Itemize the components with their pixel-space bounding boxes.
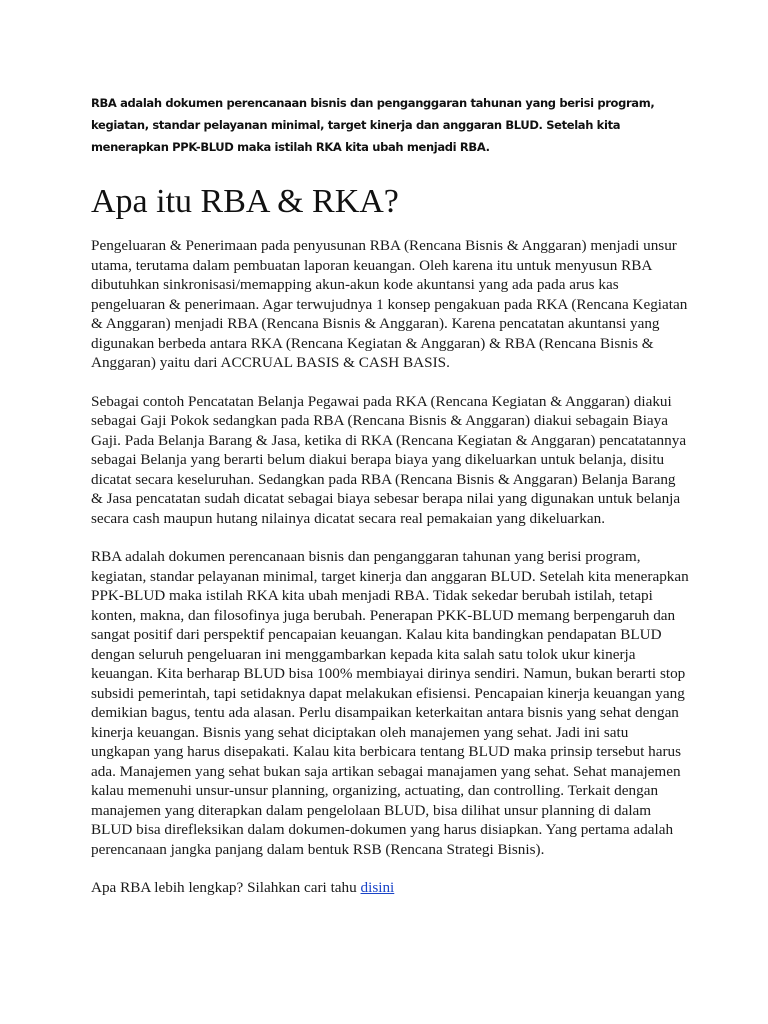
closing-line <box>91 878 691 898</box>
body-paragraph-1: Pengeluaran & Penerimaan pada penyusunan RBA (Rencana Bisnis & Anggaran) menjadi unsur utama, terutama dalam pembuatan laporan keuangan. Oleh karena itu untuk menyusun RBA dibutuhkan sinkronisasi/memapping akun-akun kode akuntansi yang ada pada arus kas pengeluaran & penerimaan. Agar terwujudnya 1 konsep pengakuan pada RKA (Rencana Kegiatan & Anggaran) menjadi RBA (Rencana Bisnis & Anggaran). Karena pencatatan akuntansi yang digunakan berbeda antara RKA (Rencana Kegiatan & Anggaran) & RBA (Rencana Bisnis & Anggaran) yaitu dari ACCRUAL BASIS & CASH BASIS. <box>91 237 688 371</box>
intro-paragraph: RBA adalah dokumen perencanaan bisnis dan penganggaran tahunan yang berisi program, kegiatan, standar pelayanan minimal, target kinerja dan anggaran BLUD. Setelah kita menerapkan PPK-BLUD maka istilah RKA kita ubah menjadi RBA. <box>91 96 655 154</box>
disini-link[interactable]: disini <box>360 879 395 896</box>
document-page <box>91 92 691 898</box>
body-paragraph-3: RBA adalah dokumen perencanaan bisnis dan penganggaran tahunan yang berisi program, kegiatan, standar pelayanan minimal, target kinerja dan anggaran BLUD. Setelah kita menerapkan PPK-BLUD maka istilah RKA kita ubah menjadi RBA. Tidak sekedar berubah istilah, tetapi konten, makna, dan filosofinya juga berubah. Penerapan PKK-BLUD memang berpengaruh dan sangat positif dari perspektif pencapaian keuangan. Kalau kita bandingkan pendapatan BLUD dengan seluruh pengeluaran ini menggambarkan kepada kita salah satu tolok ukur kinerja keuangan. Kita berharap BLUD bisa 100% membiayai dirinya sendiri. Namun, bukan berarti stop subsidi pemerintah, tapi setidaknya dapat melakukan efisiensi. Pencapaian kinerja keuangan yang demikian bagus, tentu ada alasan. Perlu disampaikan keterkaitan antara bisnis yang sehat dengan kinerja keuangan. Bisnis yang sehat diciptakan oleh manajemen yang sehat. Jadi ini satu ungkapan yang harus disepakati. Kalau kita berbicara tentang BLUD maka prinsip tersebut harus ada. Manajemen yang sehat bukan saja artikan sebagai manajamen yang sehat. Sehat manajemen kalau memenuhi unsur-unsur planning, organizing, actuating, dan controlling. Terkait dengan manajemen yang diterapkan dalam pengelolaan BLUD, bisa dilihat unsur planning di dalam BLUD bisa direfleksikan dalam dokumen-dokumen yang harus disiapkan. Yang pertama adalah perencanaan jangka panjang dalam bentuk RSB (Rencana Strategi Bisnis). <box>91 548 689 858</box>
closing-text: Apa RBA lebih lengkap? Silahkan cari tahu <box>91 879 361 896</box>
body-paragraph-2: Sebagai contoh Pencatatan Belanja Pegawai pada RKA (Rencana Kegiatan & Anggaran) diakui sebagai Gaji Pokok sedangkan pada RBA (Rencana Bisnis & Anggaran) diakui sebagain Biaya Gaji. Pada Belanja Barang & Jasa, ketika di RKA (Rencana Kegiatan & Anggaran) pencatatannya sebagai Belanja yang berarti belum diakui berapa biaya yang dikeluarkan untuk belanja, disitu dicatat secara keseluruhan. Sedangkan pada RBA (Rencana Bisnis & Anggaran) Belanja Barang & Jasa pencatatan sudah dicatat sebagai biaya sebesar berapa nilai yang digunakan untuk belanja secara cash maupun hutang nilainya dicatat secara real pemakaian yang dikeluarkan. <box>91 392 687 527</box>
section-title: Apa itu RBA & RKA? <box>91 183 399 220</box>
